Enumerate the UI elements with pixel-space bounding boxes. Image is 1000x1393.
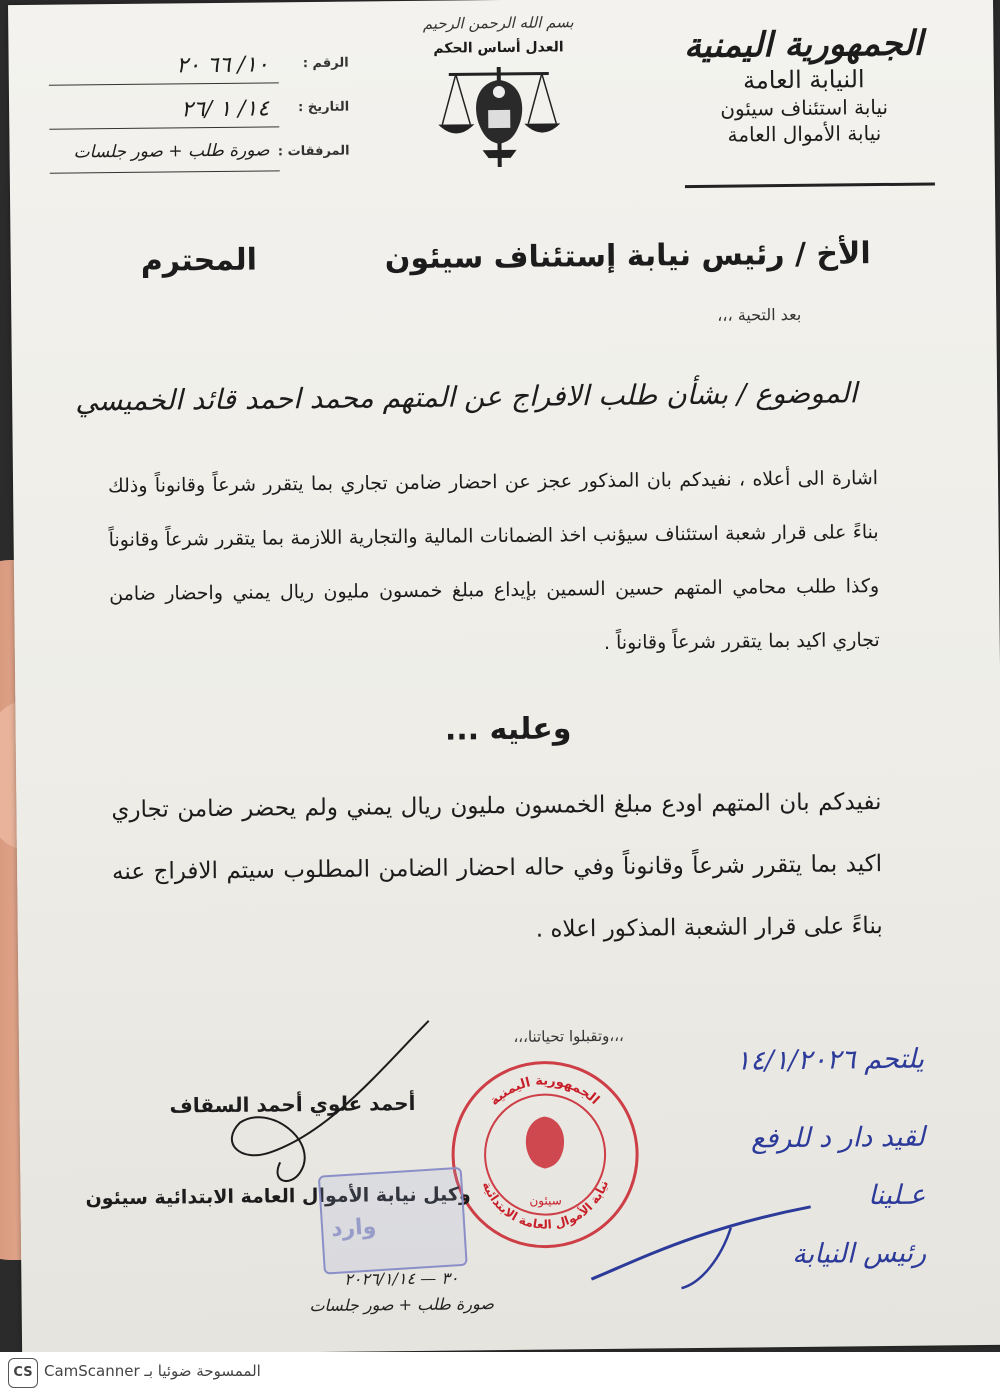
field-underline	[49, 82, 279, 85]
letter-sheet	[8, 0, 1000, 1355]
letterhead-emblem-block	[408, 13, 590, 173]
org-line-2: نيابة استئناف سيئون	[720, 94, 889, 121]
note-line-1: يلتحم ١٤/١/٢٠٢٦	[735, 1043, 925, 1077]
signatory-title: وكيل نيابة الأموال العامة الابتدائية سيئون	[85, 1183, 471, 1210]
handwritten-attachment-note	[291, 1265, 512, 1319]
field-value: صورة طلب + صور جلسات	[73, 140, 270, 163]
camscanner-caption: CamScanner الممسوحة ضوئيا بـ	[44, 1362, 261, 1380]
honorific: المحترم	[140, 242, 258, 279]
therefore-heading: وعليه ...	[444, 711, 572, 748]
official-red-stamp	[444, 1054, 646, 1256]
republic-logotype: الجمهورية اليمنية	[683, 23, 924, 67]
body-paragraph-2: نفيدكم بان المتهم اودع مبلغ الخمسون مليون ريال يمني ولم يحضر ضامن تجاري اكيد بما يتقرر شرعاً وقانوناً وفي حاله احضار الضامن المطلوب سيتم الافراج عنه بناءً على قرار الشعبة المذكور اعلاه .	[111, 789, 883, 943]
closing-line: ،،،وتقبلوا تحياتنا،،،	[513, 1026, 624, 1046]
field-underline	[50, 170, 280, 173]
stamp-box-text: وارد	[330, 1214, 378, 1243]
greeting: بعد التحية ،،،	[717, 304, 802, 325]
camscanner-footer	[0, 1352, 1000, 1393]
basmala: بسم الله الرحمن الرحيم	[422, 13, 574, 33]
letterhead-organization	[673, 23, 934, 148]
svg-text:الجمهورية اليمنية	[487, 1073, 602, 1109]
field-attachments	[49, 140, 349, 187]
camscanner-logo-icon: CS	[8, 1358, 38, 1388]
stamp-eagle-icon	[526, 1116, 565, 1168]
field-date	[49, 96, 349, 143]
field-underline	[49, 126, 279, 129]
note-line-2: لقيد دار د للرفع	[750, 1121, 926, 1155]
field-label: الرقم :	[302, 55, 349, 72]
incoming-blue-stamp	[318, 1167, 468, 1275]
subject-line: الموضوع / بشأن طلب الافراج عن المتهم محمد احمد قائد الخميسي	[75, 376, 858, 418]
motto: العدل أساس الحكم	[433, 39, 564, 57]
org-line-3: نيابة الأموال العامة	[727, 121, 882, 147]
field-value: ١٤/ ١ /٢٦	[181, 96, 270, 123]
field-value: ١٠/ ٦٦ ٢٠	[176, 52, 269, 79]
org-line-1: النيابة العامة	[742, 65, 865, 95]
signatory-name: أحمد علوي أحمد السقاف	[169, 1090, 416, 1118]
addressee: الأخ / رئيس نيابة إستئناف سيئون	[384, 236, 871, 277]
note-line-3: عـلينا	[867, 1179, 926, 1212]
body-paragraph-1: اشارة الى أعلاه ، نفيدكم بان المذكور عجز عن احضار ضامن تجاري بما يتقرر شرعاً وقانوناً وذلك بناءً على قرار شعبة استئناف سيؤنب اخذ الضمانات المالية والتجارية اللازمة بما يتقرر شرعاً وقانوناً وكذا طلب محامي المتهم حسين السمين بإيداع مبلغ خمسون مليون ريال يمني واحضار ضامن تجاري اكيد بما يتقرر شرعاً وقانوناً .	[107, 467, 880, 654]
field-number	[49, 52, 349, 99]
justice-scales-eagle-icon	[434, 61, 565, 172]
note-line-4: رئيس النيابة	[792, 1237, 927, 1271]
attach-text: صورة طلب + صور جلسات	[309, 1294, 494, 1316]
stamp-city: سيئون	[529, 1193, 562, 1208]
stamp-arc-bottom: نيابة الأموال العامة الابتدائية	[479, 1178, 612, 1232]
signature-scribble-icon	[209, 1011, 451, 1194]
stamp-arc-top: الجمهورية اليمنية	[487, 1073, 602, 1109]
attach-date: ٣٠ — ٢٠٢٦/١/١٤	[344, 1268, 459, 1289]
reference-fields	[49, 52, 350, 187]
field-label: المرفقات :	[277, 143, 350, 160]
field-label: التاريخ :	[298, 99, 350, 116]
header-divider	[685, 182, 935, 188]
